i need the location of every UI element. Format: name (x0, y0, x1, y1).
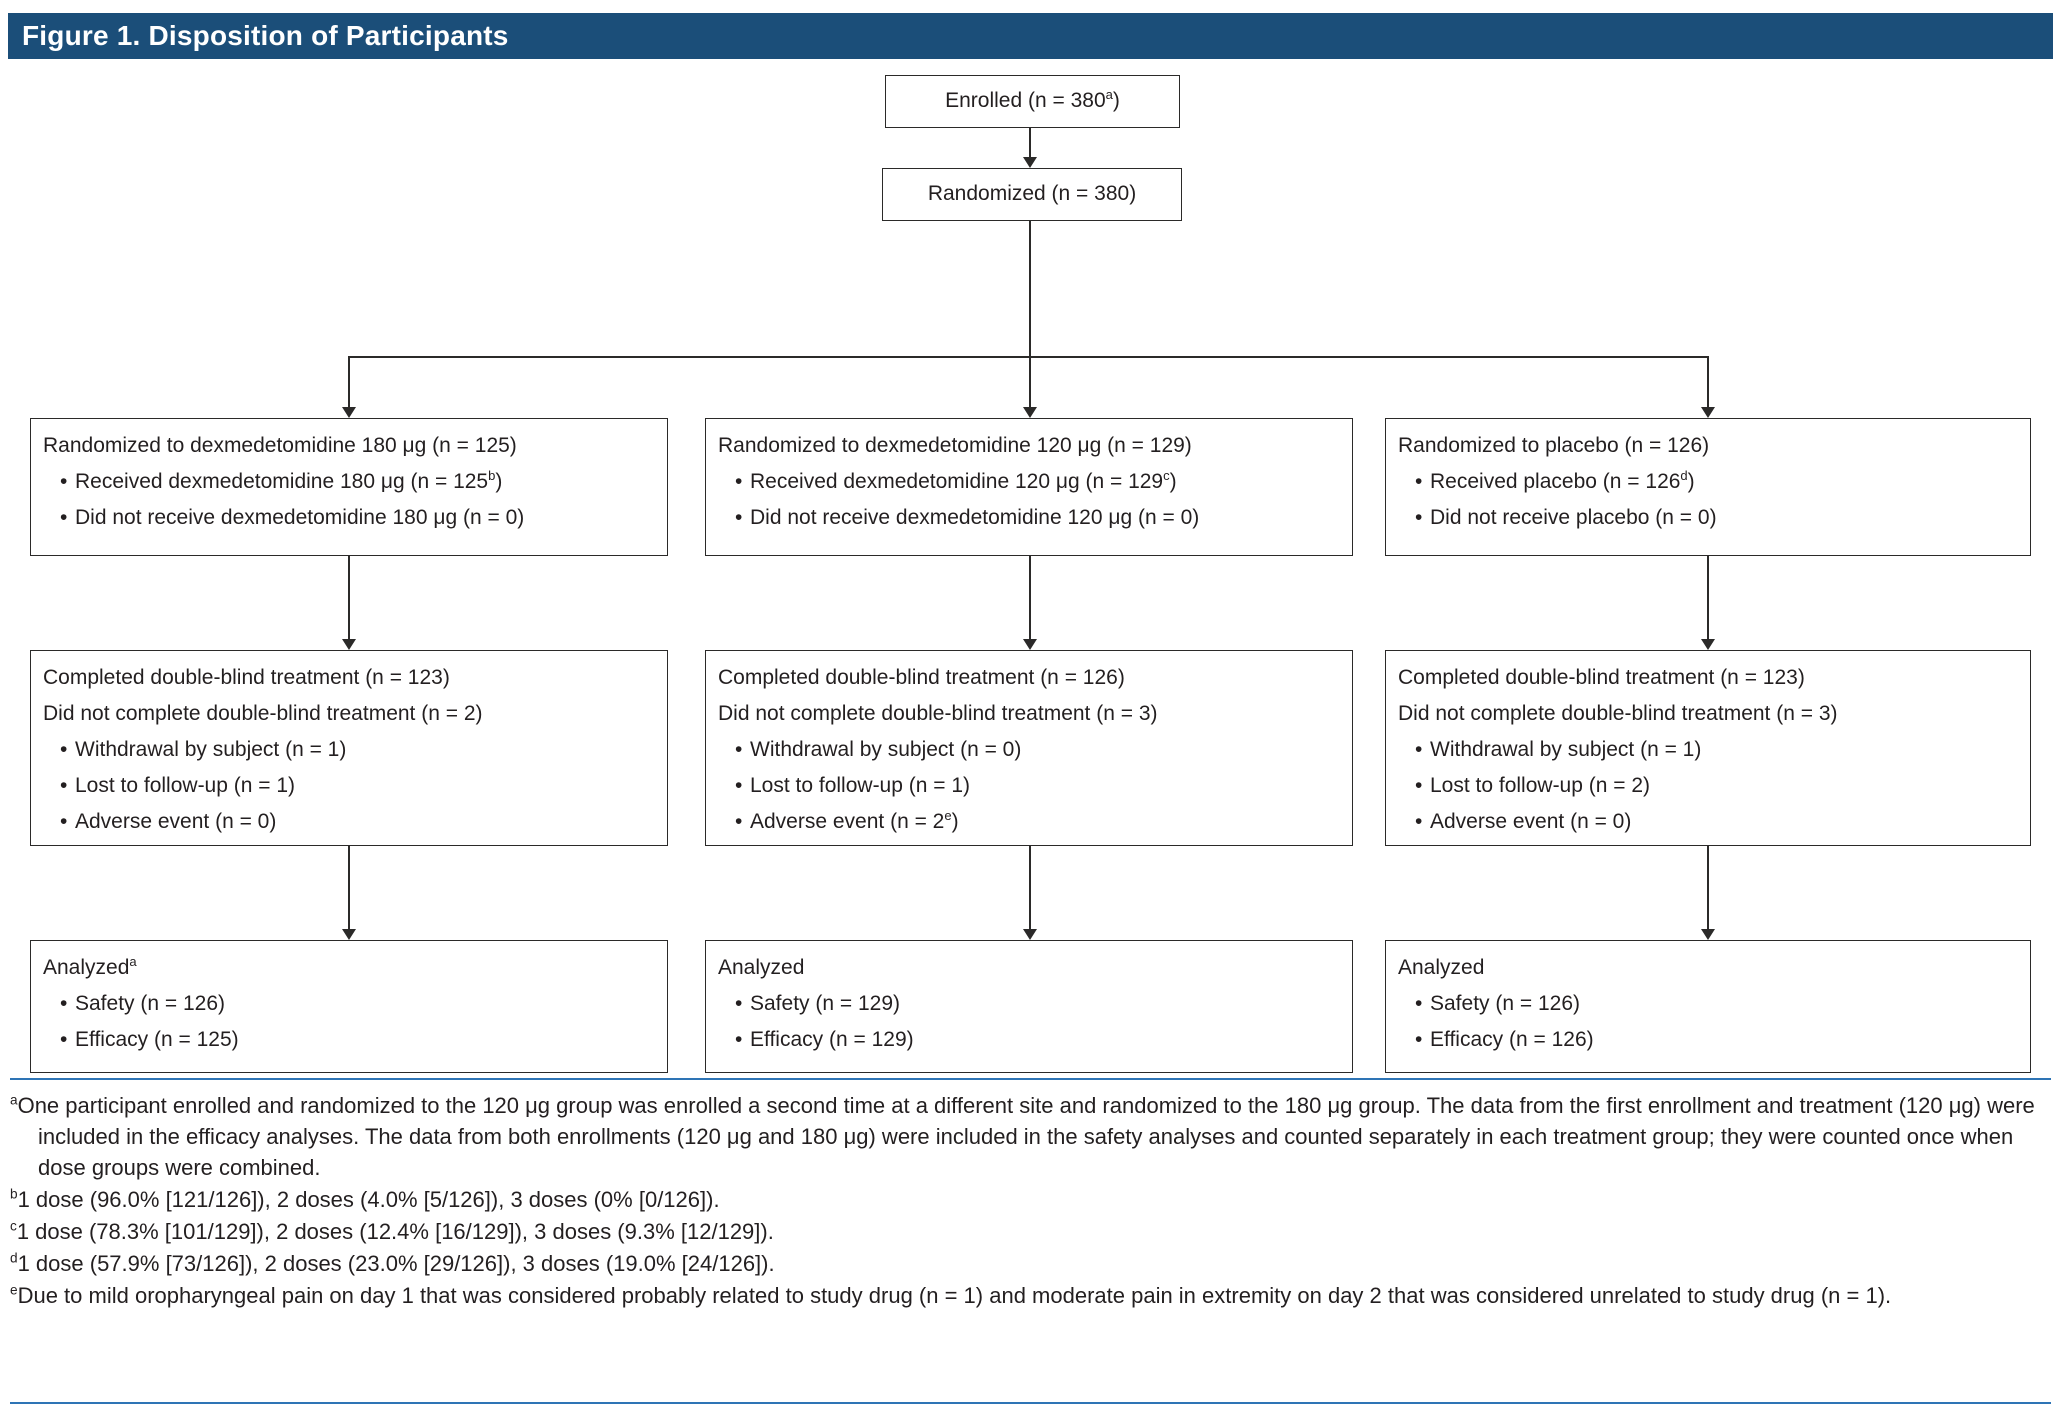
completed-line: Completed double-blind treatment (n = 123) (43, 666, 450, 689)
footnote-marker: a (129, 954, 137, 969)
arrowhead (1701, 639, 1715, 650)
arm-bullet: • Received dexmedetomidine 180 μg $(n = 125^b)$ (43, 464, 655, 500)
arm-title: Randomized to dexmedetomidine 120 μg (n = 129) (718, 434, 1192, 457)
analyzed-bullet: • Efficacy (n = 126) (1398, 1022, 2018, 1058)
arm-title: Randomized to placebo (n = 126) (1398, 434, 1710, 457)
arrowhead (1023, 929, 1037, 940)
footnote-c-marker: c (10, 1218, 17, 1234)
randomized-box (882, 168, 1182, 221)
not-completed-line: Did not complete double-blind treatment (n = 3) (718, 702, 1158, 725)
arrow-line (1029, 556, 1031, 640)
analyzed-bullet: • Safety (n = 126) (1398, 986, 2018, 1022)
arm-bullet: • Did not receive dexmedetomidine 120 μg (n = 0) (718, 500, 1340, 536)
completion-box-dex120 (705, 650, 1353, 846)
completion-bullet: • Withdrawal by subject (n = 1) (43, 732, 655, 768)
arm-box-dex120 (705, 418, 1353, 556)
arrowhead (342, 929, 356, 940)
arrow-line (348, 556, 350, 640)
arrowhead (1023, 157, 1037, 168)
not-completed-line: Did not complete double-blind treatment (n = 2) (43, 702, 483, 725)
completion-box-dex180 (30, 650, 668, 846)
completion-bullet: • Adverse event (n = 0) (1398, 804, 2018, 840)
footnote-a: $^a$One participant enrolled and randomized to the 120 μg group was enrolled a second time at a different site and randomized to the 180 μg group. The data from the first enrollment and treatment (120 μg) were included in the efficacy analyses. The data from both enrollments (120 μg and 180 μg) were included in the safety analyses and counted separately in each treatment group; they were counted once when dose groups were combined. (10, 1092, 2035, 1180)
arm-bullet: • Did not receive dexmedetomidine 180 μg (n = 0) (43, 500, 655, 536)
arrow-line (1029, 128, 1031, 158)
arrow-line (1707, 556, 1709, 640)
footnote-b: $^b$1 dose (96.0% [121/126]), 2 doses (4.0% [5/126]), 3 doses (0% [0/126]). (10, 1186, 720, 1212)
completion-bullet: • Adverse event (n = 0) (43, 804, 655, 840)
analyzed-title: Analyzed (1398, 956, 1485, 979)
analyzed-title: Analyzed$^a$ (43, 954, 137, 979)
arm-bullet: • Received dexmedetomidine 120 μg $(n = 129^c)$ (718, 464, 1340, 500)
footnote-d: $^d$1 dose (57.9% [73/126]), 2 doses (23.0% [29/126]), 3 doses (19.0% [24/126]). (10, 1250, 775, 1276)
arrowhead (1701, 407, 1715, 418)
arrow-line (1029, 221, 1031, 357)
analyzed-bullet: • Safety (n = 126) (43, 986, 655, 1022)
completion-bullet: • Adverse event $(n = 2^e)$ (718, 804, 1340, 840)
footnote-marker: e (944, 808, 952, 823)
arrowhead (342, 639, 356, 650)
arm-box-placebo (1385, 418, 2031, 556)
not-completed-line: Did not complete double-blind treatment (n = 3) (1398, 702, 1838, 725)
arrow-line (348, 846, 350, 930)
enrolled-text: Enrolled (n = 380 (945, 89, 1106, 112)
arrow-line (1707, 356, 1709, 408)
arrow-line (1029, 356, 1031, 408)
footnote-marker: b (488, 468, 496, 483)
footnote-e: $^e$Due to mild oropharyngeal pain on day 1 that was considered probably related to study drug (n = 1) and moderate pain in extremity on day 2 that was considered unrelated to study drug (n = 1). (10, 1282, 1892, 1308)
analyzed-title: Analyzed (718, 956, 805, 979)
analyzed-box-dex180 (30, 940, 668, 1073)
footnote-b-marker: b (10, 1186, 18, 1202)
footnote-c: $^c$1 dose (78.3% [101/129]), 2 doses (12.4% [16/129]), 3 doses (9.3% [12/129]). (10, 1218, 774, 1244)
enrolled-box (885, 75, 1180, 128)
randomized-text: Randomized (n = 380) (927, 182, 1137, 205)
arrowhead (1701, 929, 1715, 940)
arm-bullet: • Did not receive placebo (n = 0) (1398, 500, 2018, 536)
completed-line: Completed double-blind treatment (n = 126) (718, 666, 1125, 689)
arm-box-dex180 (30, 418, 668, 556)
completion-bullet: • Withdrawal by subject (n = 0) (718, 732, 1340, 768)
footnote-marker: c (1163, 468, 1170, 483)
completed-line: Completed double-blind treatment (n = 123) (1398, 666, 1805, 689)
figure-header-bar (8, 13, 2053, 59)
arrow-line (1029, 846, 1031, 930)
analyzed-bullet: • Efficacy (n = 129) (718, 1022, 1340, 1058)
enrolled-footnote-marker: a (1105, 87, 1113, 102)
footnote-e-marker: e (10, 1282, 18, 1298)
arrow-line (348, 356, 350, 408)
footnotes-section (10, 1078, 2051, 1312)
analyzed-box-dex120 (705, 940, 1353, 1073)
arrow-line (1707, 846, 1709, 930)
completion-bullet: • Withdrawal by subject (n = 1) (1398, 732, 2018, 768)
analyzed-box-placebo (1385, 940, 2031, 1073)
footnote-d-marker: d (10, 1250, 18, 1266)
analyzed-bullet: • Efficacy (n = 125) (43, 1022, 655, 1058)
completion-bullet: • Lost to follow-up (n = 2) (1398, 768, 2018, 804)
completion-bullet: • Lost to follow-up (n = 1) (718, 768, 1340, 804)
arm-bullet: • Received placebo $(n = 126^d)$ (1398, 464, 2018, 500)
figure-title: Figure 1. Disposition of Participants (22, 20, 509, 51)
arrowhead (342, 407, 356, 418)
footnote-marker: d (1680, 468, 1688, 483)
arrowhead (1023, 639, 1037, 650)
footnote-a-marker: a (10, 1092, 18, 1108)
bottom-rule (10, 1402, 2051, 1404)
enrolled-text-close: ) (1112, 89, 1120, 112)
analyzed-bullet: • Safety (n = 129) (718, 986, 1340, 1022)
arm-title: Randomized to dexmedetomidine 180 μg (n = 125) (43, 434, 517, 457)
completion-bullet: • Lost to follow-up (n = 1) (43, 768, 655, 804)
completion-box-placebo (1385, 650, 2031, 846)
arrowhead (1023, 407, 1037, 418)
